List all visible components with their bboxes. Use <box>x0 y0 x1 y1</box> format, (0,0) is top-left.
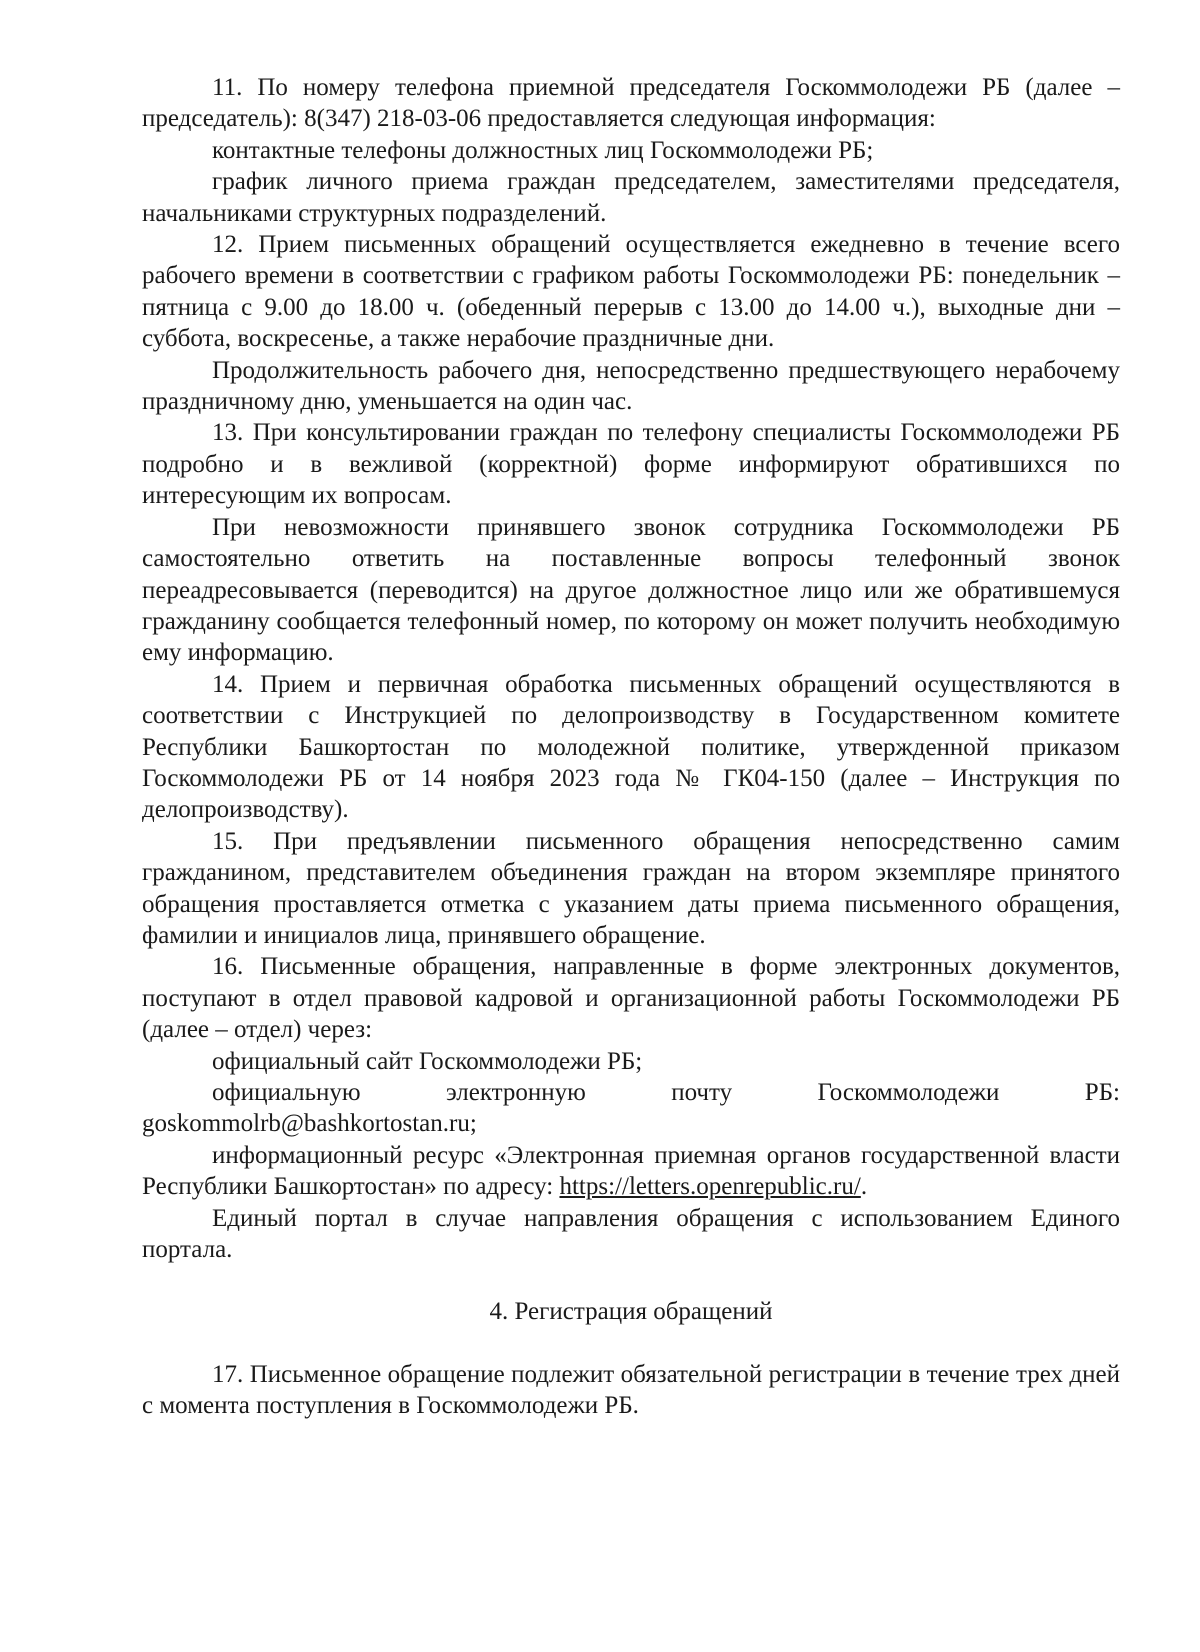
spacer <box>142 1328 1120 1359</box>
section-heading: 4. Регистрация обращений <box>489 1298 773 1326</box>
paragraph-12-workday: Продолжительность рабочего дня, непосредственно предшествующего нерабочему праздничному дню, уменьшается на один час. <box>142 356 1120 416</box>
paragraph-16-portal: Единый портал в случае направления обращения с использованием Единого портала. <box>142 1204 1120 1264</box>
paragraph-11: 11. По номеру телефона приемной председателя Госкоммолодежи РБ (далее – председатель): 8(347) 218-03-06 предоставляется следующая информация: <box>142 74 1120 133</box>
document-page <box>142 72 1120 1422</box>
paragraph-15: 15. При предъявлении письменного обращения непосредственно самим гражданином, представителем объединения граждан на втором экземпляре принятого обращения проставляется отметка с указанием даты приема письменного обращения, фамилии и инициалов лица, принявшего обращение. <box>142 827 1120 949</box>
paragraph-16-resource-end: . <box>860 1173 868 1201</box>
paragraph-13-redirect: При невозможности принявшего звонок сотрудника Госкоммолодежи РБ самостоятельно ответить на поставленные вопросы телефонный звонок переадресовывается (переводится) на другое должностное лицо или же обратившемуся гражданину сообщается телефонный номер, по которому он может получить необходимую ему информацию. <box>142 513 1120 667</box>
paragraph-13: 13. При консультировании граждан по телефону специалисты Госкоммолодежи РБ подробно и в вежливой (корректной) форме информируют обратившихся по интересующим их вопросам. <box>142 419 1120 510</box>
paragraph-11-item-contacts: контактные телефоны должностных лиц Госкоммолодежи РБ; <box>212 136 874 164</box>
paragraph-17: 17. Письменное обращение подлежит обязательной регистрации в течение трех дней с момента поступления в Госкоммолодежи РБ. <box>142 1360 1120 1420</box>
paragraph-16-resource-text: информационный ресурс «Электронная приемная органов государственной власти Республики Башкортостан» по адресу: <box>142 1141 1120 1201</box>
paragraph-16-email: официальную электронную почту Госкоммолодежи РБ: goskommolrb@bashkortostan.ru; <box>142 1079 1120 1138</box>
paragraph-14: 14. Прием и первичная обработка письменных обращений осуществляются в соответствии с Инструкцией по делопроизводству в Государственном комитете Республики Башкортостан по молодежной политике, утвержденной приказом Госкоммолодежи РБ от 14 ноября 2023 года № ГК04-150 (далее – Инструкция по делопроизводству). <box>142 670 1120 824</box>
spacer <box>142 1265 1120 1296</box>
letters-openrepublic-link[interactable]: https://letters.openrepublic.ru/ <box>559 1173 861 1201</box>
paragraph-12: 12. Прием письменных обращений осуществляется ежедневно в течение всего рабочего времени в соответствии с графиком работы Госкоммолодежи РБ: понедельник – пятница с 9.00 до 18.00 ч. (обеденный перерыв с 13.00 до 14.00 ч.), выходные дни – суббота, воскресенье, а также нерабочие праздничные дни. <box>142 231 1120 353</box>
paragraph-16-resource <box>142 1140 1120 1203</box>
paragraph-16-website: официальный сайт Госкоммолодежи РБ; <box>212 1047 643 1075</box>
paragraph-16: 16. Письменные обращения, направленные в форме электронных документов, поступают в отдел правовой кадровой и организационной работы Госкоммолодежи РБ (далее – отдел) через: <box>142 953 1120 1044</box>
paragraph-11-item-schedule: график личного приема граждан председателем, заместителями председателя, начальниками структурных подразделений. <box>142 168 1120 227</box>
